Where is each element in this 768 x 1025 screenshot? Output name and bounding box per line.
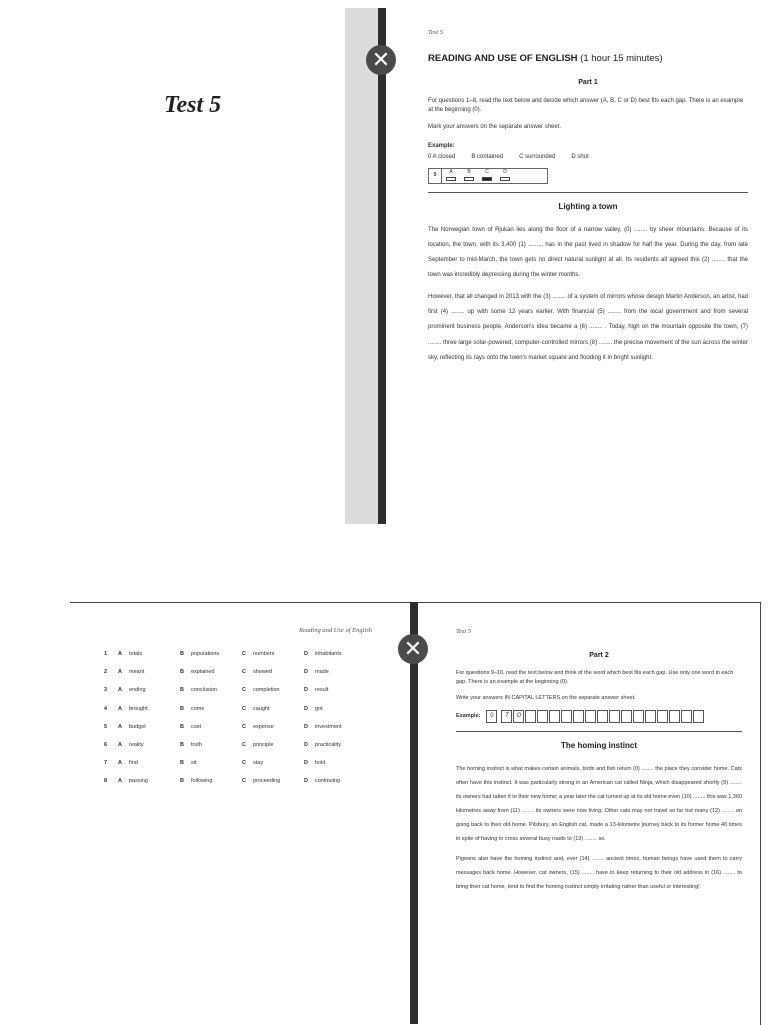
- book-spine: [410, 602, 418, 1024]
- options-row: 8 A passing B following C proceeding D continuing: [104, 778, 341, 785]
- close-icon: ✕: [403, 636, 423, 661]
- grid-cell: [561, 710, 572, 723]
- grid-cell: [693, 710, 704, 723]
- section-heading: READING AND USE OF ENGLISH (1 hour 15 minutes): [428, 52, 663, 64]
- grid-cell: [525, 710, 536, 723]
- instructions-answer-sheet: Write your answers IN CAPITAL LETTERS on the separate answer sheet.: [456, 694, 636, 701]
- spread-2: [0, 600, 768, 1024]
- right-page: [428, 28, 748, 372]
- running-head: Test 5: [428, 29, 444, 36]
- grid-cell: [549, 710, 560, 723]
- answer-option: B: [460, 170, 478, 181]
- example-answer-box: [428, 168, 548, 184]
- grid-cell: [597, 710, 608, 723]
- options-row: 1 A totals B populations C numbers D inhabitants: [104, 651, 342, 657]
- options-row: 7 A find B sit C stay D hold: [104, 760, 326, 767]
- answer-option: D: [496, 170, 514, 181]
- paragraph: The Norwegian town of Rjukan lies along the floor of a narrow valley, (0) ........ by sheer mountains. Because of its location, the town, with its 3,400 (1) ........, has in the past lived in shadow for half the year. During the day, from late September to mid-March, the town gets no direct natural sunlight at all. Its residents all agreed this (2) ........ that the town was incredibly depressing during the winter months.: [428, 226, 748, 279]
- part-heading: Part 2: [589, 651, 609, 659]
- answer-option-selected: C: [478, 170, 496, 181]
- close-icon: ✕: [371, 47, 391, 72]
- part-heading: Part 1: [578, 79, 598, 86]
- grid-cell: [609, 710, 620, 723]
- options-table: [104, 651, 366, 797]
- grid-cell: [657, 710, 668, 723]
- options-row: 4 A brought B come C caught D got: [104, 705, 323, 712]
- grid-cell: 0: [486, 710, 497, 723]
- example-option: D shut: [571, 153, 589, 160]
- divider: [456, 731, 742, 732]
- running-head: Reading and Use of English: [299, 627, 372, 634]
- options-row: 3 A ending B conclusion C completion D result: [104, 687, 329, 694]
- grid-cell: [645, 710, 656, 723]
- options-row: 5 A budget B cost C expense D investment: [104, 723, 342, 730]
- instructions-answer-sheet: Mark your answers on the separate answer sheet.: [428, 123, 562, 130]
- options-row: 6 A reality B truth C principle D practicality: [104, 741, 341, 748]
- grid-cell: [633, 710, 644, 723]
- paragraph: The homing instinct is what makes certain animals, birds and fish return (0) ........ the place they consider home. Cats often have this instinct. It was particularly strong in an American cat called Ninja, which disappeared shortly (9) ........ its owners had taken it to their new home; a year later the cat turned up at its old home even (10) ........ this was 1,360 kilometres away from (11) ........ its owners were now living. Other cats may not travel so far but many (12) ........ on going back to their old home. Pilsbury, an English cat, made a 13-kilometre journey back to its former home 40 times in spite of having to cross several busy roads to (13) ........ so.: [456, 766, 742, 843]
- right-page: [418, 602, 761, 1025]
- grid-cell: [537, 710, 548, 723]
- left-page: [70, 602, 414, 1025]
- divider: [428, 192, 748, 193]
- text-title: Lighting a town: [558, 201, 618, 211]
- example-option: 0 A closed: [428, 153, 456, 160]
- answer-box-number: 0: [429, 169, 442, 183]
- running-head: Test 5: [456, 628, 472, 635]
- paragraph: However, that all changed in 2013 with the (3) ........ of a system of mirrors whose design Martin Anderson, an artist, had first (4) ........ up with some 12 years earlier. With financial (5) ........ from the local government and from several prominent business people, Anderson's idea became a (6) ........ . Today, high on the mountain opposite the town, (7) ........ three large solar-powered, computer-controlled mirrors (8) ........ the precise movement of the sun across the winter sky, reflecting its rays onto the town's market square and flooding it in bright sunlight.: [428, 293, 748, 361]
- grid-cell: [621, 710, 632, 723]
- text-title: The homing instinct: [561, 741, 637, 750]
- grid-cell: [681, 710, 692, 723]
- example-label: Example:: [456, 713, 481, 720]
- instructions: For questions 1–8, read the text below and decide which answer (A, B, C or D) best fits each gap. There is an example at the beginning (0).: [428, 97, 744, 113]
- close-button[interactable]: [366, 45, 396, 75]
- example-option: B contained: [471, 153, 504, 160]
- left-page-title: Test 5: [164, 92, 222, 118]
- grid-cell: [669, 710, 680, 723]
- answer-option: A: [442, 170, 460, 181]
- grid-cell: [585, 710, 596, 723]
- grid-cell: [573, 710, 584, 723]
- grid-cell: O: [513, 710, 524, 723]
- grid-cell: T: [501, 710, 512, 723]
- example-option: C surrounded: [519, 153, 556, 160]
- options-row: 2 A meant B explained C showed D made: [104, 669, 329, 676]
- paragraph: Pigeons also have the homing instinct and, ever (14) ........ ancient times, human beings have used them to carry messages back home. However, cat owners, (15) ........ have to keep returning to their old address in (16) ........ to bring their cat home, tend to find the homing instinct simply irritating rather than useful or interesting!: [456, 856, 742, 891]
- book-spine: [378, 8, 386, 524]
- instructions: For questions 9–16, read the text below and think of the word which best fits each gap. Use only one word in each gap. There is an example at the beginning (0).: [456, 670, 734, 685]
- example-options: [428, 153, 748, 162]
- example-answer-grid: [456, 710, 742, 723]
- example-label: Example:: [428, 142, 455, 149]
